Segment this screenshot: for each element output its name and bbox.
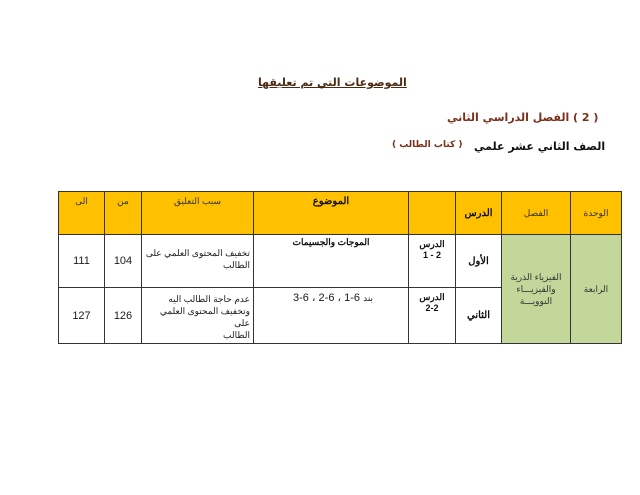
row1-lesson-name: الأول xyxy=(456,235,502,288)
header-chapter: الفصل xyxy=(502,192,571,235)
page-title: الموضوعات التي تم تعليقها xyxy=(258,76,407,89)
semester-label: ( 2 ) الفصل الدراسي الثاني xyxy=(447,111,599,124)
header-from: من xyxy=(105,192,142,235)
reason-line: تخفيف المحتوى العلمي على xyxy=(145,248,250,258)
reason-line: الطالب xyxy=(223,260,250,270)
lesson-ref-word: الدرس xyxy=(419,292,445,302)
chapter-cell xyxy=(502,235,571,344)
lesson-ref-number: 1 - 2 xyxy=(422,250,441,260)
row2-from: 126 xyxy=(105,288,142,344)
table-row xyxy=(59,235,622,288)
reason-line: عدم حاجة الطالب اليه xyxy=(168,294,250,304)
lesson-ref-number: 2-2 xyxy=(425,303,439,313)
topic-prefix: بند xyxy=(363,293,374,303)
chapter-line: النوويـــة xyxy=(519,296,553,306)
header-topic: الموضوع xyxy=(254,192,409,235)
unit-cell: الرابعة xyxy=(571,235,622,344)
lesson-ref-word: الدرس xyxy=(419,239,445,249)
suspended-topics-table xyxy=(58,191,622,344)
row1-reason xyxy=(142,235,254,288)
row2-lesson-ref xyxy=(409,288,456,344)
grade-label: الصف الثاني عشر علمي xyxy=(474,140,606,153)
row1-to: 111 xyxy=(59,235,105,288)
row2-topic xyxy=(254,288,409,344)
reason-line: وتخفيف المحتوى العلمي على xyxy=(159,306,250,328)
header-blank xyxy=(409,192,456,235)
row2-reason xyxy=(142,288,254,344)
row1-from: 104 xyxy=(105,235,142,288)
reason-line: الطالب xyxy=(223,330,250,340)
row1-topic: الموجات والجسيمات xyxy=(254,235,409,288)
header-to: الى xyxy=(59,192,105,235)
chapter-line: الفيزياء الذرية xyxy=(510,272,562,282)
header-reason: سبب التعليق xyxy=(142,192,254,235)
chapter-line: والفيزيـــاء xyxy=(516,284,556,294)
row2-to: 127 xyxy=(59,288,105,344)
header-lesson: الدرس xyxy=(456,192,502,235)
header-unit: الوحدة xyxy=(571,192,622,235)
book-label: ( كتاب الطالب ) xyxy=(392,140,463,150)
topic-items: 6-1 ، 6-2 ، 6-3 xyxy=(292,292,361,304)
table-header-row xyxy=(59,192,622,235)
row2-lesson-name: الثاني xyxy=(456,288,502,344)
row1-lesson-ref xyxy=(409,235,456,288)
